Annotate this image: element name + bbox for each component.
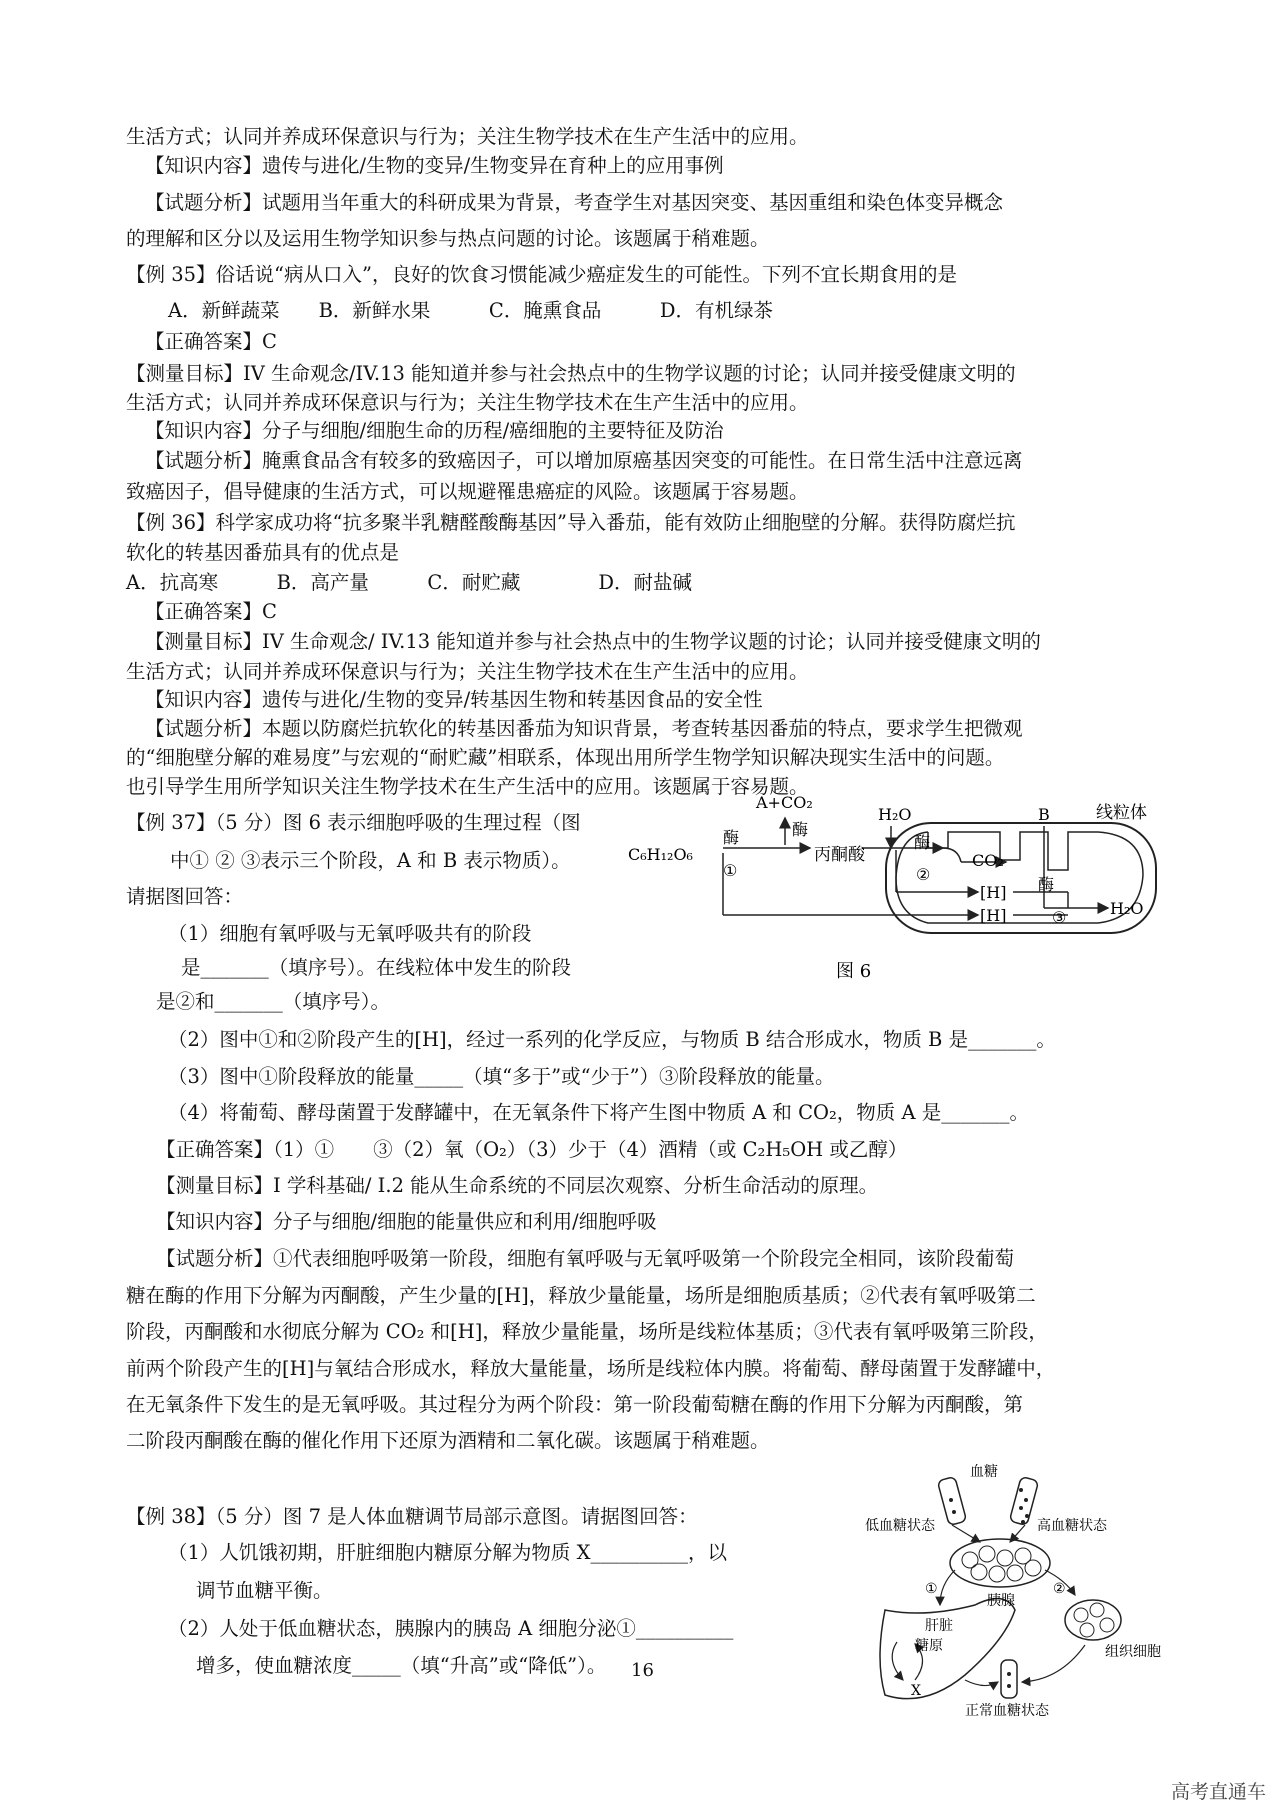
fig6-h-1: [H] xyxy=(980,883,1007,902)
fig7-blood-sugar: 血糖 xyxy=(970,1464,998,1480)
text-line: 致癌因子，倡导健康的生活方式，可以规避罹患癌症的风险。该题属于容易题。 xyxy=(126,480,809,503)
example-37-question: 【例 37】（5 分）图 6 表示细胞呼吸的生理过程（图 xyxy=(126,811,581,834)
page-number: 16 xyxy=(631,1660,654,1681)
pancreas-cells xyxy=(950,1539,1050,1587)
text-line: 【测量目标】IV 生命观念/ IV.13 能知道并参与社会热点中的生物学议题的讨论；认同并接受健康文明的 xyxy=(145,630,1041,653)
fig6-caption: 图 6 xyxy=(836,961,872,982)
fig7-x: X xyxy=(911,1683,921,1699)
text-line: 在无氧条件下发生的是无氧呼吸。其过程分为两个阶段：第一阶段葡萄糖在酶的作用下分解为丙酮酸，第 xyxy=(126,1393,1024,1416)
figure-6-respiration-diagram xyxy=(628,790,1168,985)
text-line: 软化的转基因番茄具有的优点是 xyxy=(126,541,400,564)
text-line: 增多，使血糖浓度_____（填“升高”或“降低”）。 xyxy=(196,1654,607,1677)
fig7-low: 低血糖状态 xyxy=(865,1518,935,1534)
fig6-stage-1: ① xyxy=(723,861,738,880)
text-line: 【试题分析】腌熏食品含有较多的致癌因子，可以增加原癌基因突变的可能性。在日常生活中注意远离 xyxy=(145,449,1023,472)
fig6-glucose: C₆H₁₂O₆ xyxy=(628,845,693,864)
text-line: （1）人饥饿初期，肝脏细胞内糖原分解为物质 X__________，以 xyxy=(168,1541,727,1564)
fig7-high: 高血糖状态 xyxy=(1037,1518,1107,1534)
example-38-question: 【例 38】（5 分）图 7 是人体血糖调节局部示意图。请据图回答： xyxy=(126,1505,698,1528)
text-line: （3）图中①阶段释放的能量_____（填“多于”或“少于”）③阶段释放的能量。 xyxy=(168,1065,835,1088)
example-37-answer: 【正确答案】（1）① ③（2）氧（O₂）（3）少于（4）酒精（或 C₂H₅OH 或乙醇） xyxy=(156,1138,908,1161)
watermark: 高考直通车 xyxy=(1170,1781,1266,1803)
text-line: 【测量目标】I 学科基础/ I.2 能从生命系统的不同层次观察、分析生命活动的原理。 xyxy=(156,1174,879,1197)
fig6-stage-2: ② xyxy=(916,865,931,884)
text-line: 【试题分析】①代表细胞呼吸第一阶段，细胞有氧呼吸与无氧呼吸第一个阶段完全相同，该阶段葡萄 xyxy=(156,1247,1015,1270)
fig6-co2: CO₂ xyxy=(972,851,1004,870)
fig6-enzyme-1: 酶 xyxy=(792,820,809,839)
text-line: （4）将葡萄、酵母菌置于发酵罐中，在无氧条件下将产生图中物质 A 和 CO₂，物质 A 是_______。 xyxy=(168,1101,1030,1124)
fig6-stage-3: ③ xyxy=(1052,908,1067,927)
text-line: 请据图回答： xyxy=(126,885,244,908)
text-line: 【测量目标】IV 生命观念/IV.13 能知道并参与社会热点中的生物学议题的讨论；认同并接受健康文明的 xyxy=(126,362,1016,385)
example-36-options: A．抗高寒 B．高产量 C．耐贮藏 D．耐盐碱 xyxy=(126,571,692,594)
fig6-a-co2: A+CO₂ xyxy=(756,793,813,812)
fig7-liver: 肝脏 xyxy=(925,1618,953,1634)
text-line: 中① ② ③表示三个阶段，A 和 B 表示物质）。 xyxy=(170,849,571,872)
fig6-enzyme-4: 酶 xyxy=(1038,875,1055,894)
text-line: 【知识内容】遗传与进化/生物的变异/生物变异在育种上的应用事例 xyxy=(145,154,724,177)
text-line: 阶段，丙酮酸和水彻底分解为 CO₂ 和[H]，释放少量能量，场所是线粒体基质；③代表有氧呼吸第三阶段， xyxy=(126,1320,1048,1343)
fig6-enzyme-2: 酶 xyxy=(723,828,740,847)
fig6-h-2: [H] xyxy=(980,906,1007,925)
fig7-glycogen: 糖原 xyxy=(915,1638,943,1654)
example-36-answer: 【正确答案】C xyxy=(145,600,277,623)
fig6-enzyme-3: 酶 xyxy=(914,833,931,852)
text-line: 【知识内容】遗传与进化/生物的变异/转基因生物和转基因食品的安全性 xyxy=(145,688,763,711)
example-35-question: 【例 35】俗话说“病从口入”，良好的饮食习惯能减少癌症发生的可能性。下列不宜长期食用的是 xyxy=(126,263,957,286)
fig7-pancreas: 胰腺 xyxy=(987,1593,1015,1609)
text-line: 是②和_______（填序号）。 xyxy=(156,990,391,1013)
fig6-mitochondrion-label: 线粒体 xyxy=(1096,803,1147,823)
text-line: 调节血糖平衡。 xyxy=(196,1579,333,1602)
text-line: 也引导学生用所学知识关注生物学技术在生产生活中的应用。该题属于容易题。 xyxy=(126,775,809,798)
fig7-circle-2: ② xyxy=(1053,1581,1066,1597)
text-line: 是_______（填序号）。在线粒体中发生的阶段 xyxy=(181,956,572,979)
example-35-options: A．新鲜蔬菜 B．新鲜水果 C．腌熏食品 D．有机绿茶 xyxy=(168,299,773,322)
text-line: 【知识内容】分子与细胞/细胞生命的历程/癌细胞的主要特征及防治 xyxy=(145,419,724,442)
text-line: 二阶段丙酮酸在酶的催化作用下还原为酒精和二氧化碳。该题属于稍难题。 xyxy=(126,1429,770,1452)
text-line: 【知识内容】分子与细胞/细胞的能量供应和利用/细胞呼吸 xyxy=(156,1210,657,1233)
text-line: 的理解和区分以及运用生物学知识参与热点问题的讨论。该题属于稍难题。 xyxy=(126,227,770,250)
text-line: 【试题分析】本题以防腐烂抗软化的转基因番茄为知识背景，考查转基因番茄的特点，要求学生把微观 xyxy=(145,717,1023,740)
fig7-normal: 正常血糖状态 xyxy=(965,1703,1049,1719)
text-line: 【试题分析】试题用当年重大的科研成果为背景，考查学生对基因突变、基因重组和染色体变异概念 xyxy=(145,191,1004,214)
fig6-b: B xyxy=(1038,805,1050,824)
text-line: 前两个阶段产生的[H]与氧结合形成水，释放大量能量，场所是线粒体内膜。将葡萄、酵母菌置于发酵罐中， xyxy=(126,1357,1056,1380)
text-line: 生活方式；认同并养成环保意识与行为；关注生物学技术在生产生活中的应用。 xyxy=(126,660,809,683)
text-line: 生活方式；认同并养成环保意识与行为；关注生物学技术在生产生活中的应用。 xyxy=(126,391,809,414)
fig7-tissue: 组织细胞 xyxy=(1105,1644,1161,1660)
fig6-pyruvate: 丙酮酸 xyxy=(814,845,865,865)
text-line: （2）人处于低血糖状态，胰腺内的胰岛 A 细胞分泌①__________ xyxy=(168,1617,734,1640)
text-line: 的“细胞壁分解的难易度”与宏观的“耐贮藏”相联系，体现出用所学生物学知识解决现实生活中的问题。 xyxy=(126,746,1005,769)
fig6-h2o: H₂O xyxy=(1110,899,1144,918)
example-35-answer: 【正确答案】C xyxy=(145,330,277,353)
normal-sugar-tube xyxy=(1001,1660,1017,1698)
text-line: （2）图中①和②阶段产生的[H]，经过一系列的化学反应，与物质 B 结合形成水，物质 B 是_______。 xyxy=(168,1028,1056,1051)
fig7-circle-1: ① xyxy=(925,1581,938,1597)
mitochondrion-inner-membrane xyxy=(896,832,1143,923)
example-36-question: 【例 36】科学家成功将“抗多聚半乳糖醛酸酶基因”导入番茄，能有效防止细胞壁的分解。获得防腐烂抗 xyxy=(126,511,1016,534)
text-line: 生活方式；认同并养成环保意识与行为；关注生物学技术在生产生活中的应用。 xyxy=(126,125,809,148)
figure-7-blood-sugar-diagram xyxy=(855,1460,1175,1720)
text-line: （1）细胞有氧呼吸与无氧呼吸共有的阶段 xyxy=(168,922,532,945)
high-sugar-tube xyxy=(1009,1476,1038,1525)
fig6-h2o-top: H₂O xyxy=(878,805,912,824)
text-line: 糖在酶的作用下分解为丙酮酸，产生少量的[H]，释放少量能量，场所是细胞质基质；②代表有氧呼吸第二 xyxy=(126,1284,1036,1307)
